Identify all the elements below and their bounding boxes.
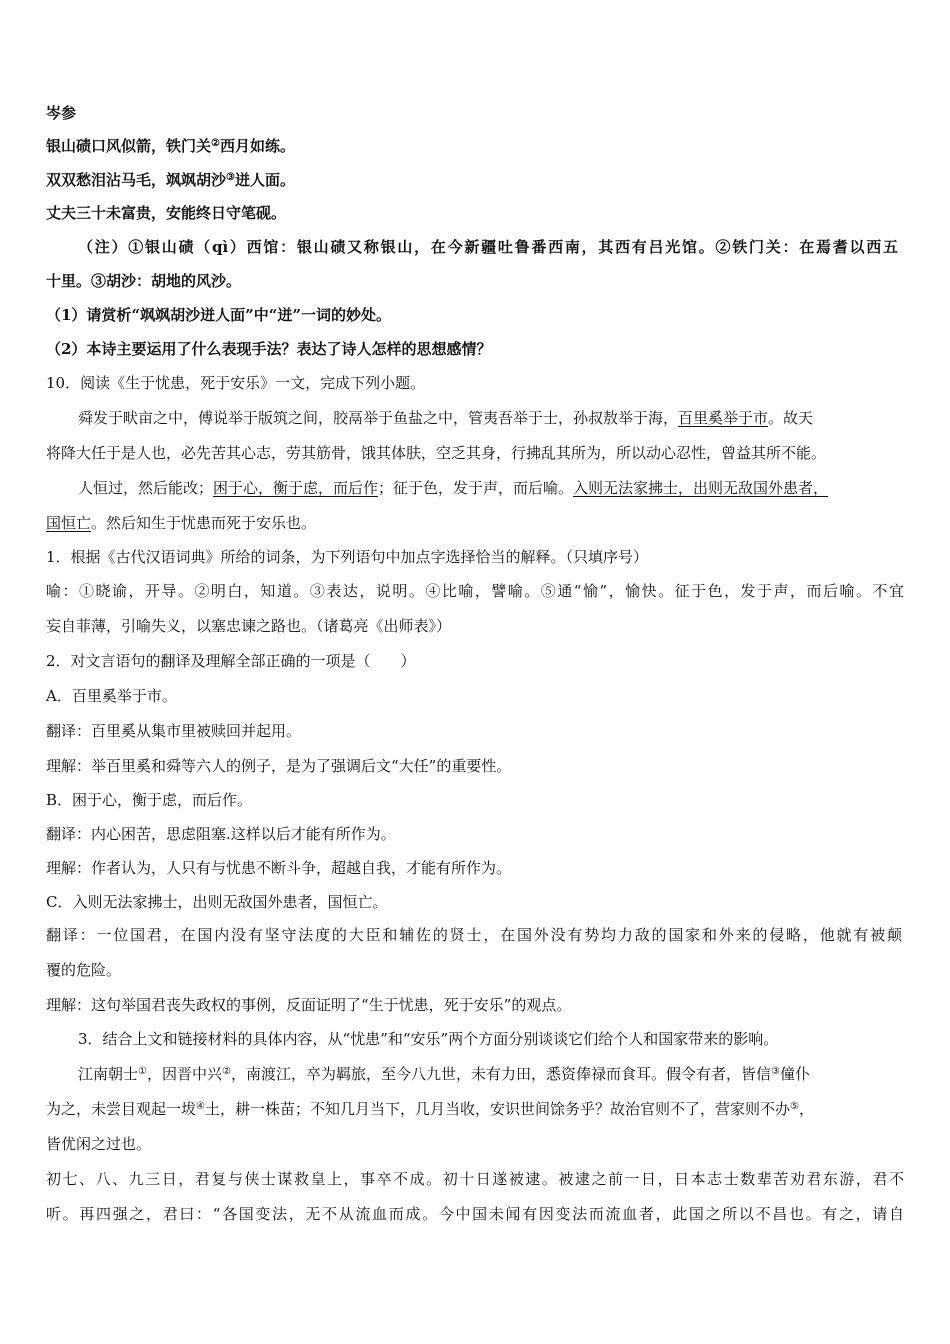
material-line-1-c: ，南渡江，卒为羁旅，至今八九世，未有力田，悉资俸禄而食耳。假令有者，皆信 bbox=[230, 1065, 771, 1083]
passage-line-1-b: 。故天 bbox=[768, 409, 814, 427]
dictionary-entry-2: 妄自菲薄，引喻失义，以塞忠谏之路也。（诸葛亮《出师表》） bbox=[46, 617, 452, 635]
passage-line-1-a: 舜发于畎亩之中，傅说举于版筑之间，胶鬲举于鱼盐之中，管夷吾举于士，孙叔敖举于海， bbox=[78, 409, 679, 427]
passage-line-3 bbox=[78, 478, 908, 498]
subquestion-2: 2．对文言语句的翻译及理解全部正确的一项是（ ） bbox=[46, 652, 416, 670]
option-b-label: B．困于心，衡于虑，而后作。 bbox=[46, 791, 253, 809]
poem-line-2-b: 迸人面。 bbox=[234, 171, 295, 189]
question-10-heading: 10．阅读《生于忧患，死于安乐》一文，完成下列小题。 bbox=[46, 374, 426, 392]
footnote-marker: ⑤ bbox=[790, 1101, 799, 1112]
footnote-marker: ② bbox=[222, 1066, 231, 1077]
subquestion-3: 3．结合上文和链接材料的具体内容，从“忧患”和“安乐”两个方面分别谈谈它们给个人和国家带来的影响。 bbox=[78, 1030, 779, 1048]
poem-line-1-a: 银山碛口风似箭，铁门关 bbox=[46, 137, 212, 155]
passage-line-3-a: 人恒过，然后能改； bbox=[78, 479, 214, 497]
material-line-1-a: 江南朝士 bbox=[78, 1065, 139, 1083]
passage-line-4 bbox=[46, 513, 906, 533]
material-line-4: 初七、八、九三日，君复与侠士谋救皇上，事卒不成。初十日遂被逮。被逮之前一日，日本志士数辈苦劝君东游，君不 bbox=[46, 1170, 904, 1188]
material-line-1-d: 僮仆 bbox=[779, 1065, 810, 1083]
footnote-marker: ② bbox=[211, 138, 220, 149]
option-b-understanding: 理解：作者认为，人只有与忧患不断斗争，超越自我，才能有所作为。 bbox=[46, 859, 512, 877]
passage-line-3-b: ；征于色，发于声，而后喻。 bbox=[378, 479, 574, 497]
poem-line-1-b: 西月如练。 bbox=[219, 137, 295, 155]
option-b-translation: 翻译：内心困苦，思虑阻塞.这样以后才能有所作为。 bbox=[46, 825, 396, 843]
passage-line-4-b: 。然后知生于忧患而死于安乐也。 bbox=[91, 514, 317, 532]
poem-annotation-2: 十里。③胡沙：胡地的风沙。 bbox=[46, 272, 242, 290]
option-a-translation: 翻译：百里奚从集市里被赎回并起用。 bbox=[46, 722, 302, 740]
underlined-phrase: 百里奚举于市 bbox=[678, 409, 769, 427]
option-a-label: A．百里奚举于市。 bbox=[46, 687, 177, 705]
material-line-2 bbox=[46, 1099, 906, 1119]
footnote-marker: ③ bbox=[770, 1066, 780, 1077]
underlined-phrase: 国恒亡 bbox=[46, 514, 92, 532]
material-line-3: 皆优闲之过也。 bbox=[46, 1135, 152, 1153]
material-line-2-a: 为之，未尝目观起一坺 bbox=[46, 1100, 197, 1118]
footnote-marker: ③ bbox=[226, 172, 235, 183]
poem-author-text: 岑参 bbox=[46, 104, 77, 122]
subquestion-1: 1．根据《古代汉语词典》所给的词条，为下列语句中加点字选择恰当的解释。（只填序号） bbox=[46, 548, 649, 566]
poem-question-2: （2）本诗主要运用了什么表现手法？表达了诗人怎样的思想感情？ bbox=[46, 340, 492, 358]
material-line-5: 听。再四强之，君曰：“各国变法，无不从流血而成。今中国未闻有因变法而流血者，此国之所以不昌也。有之，请自 bbox=[46, 1205, 904, 1223]
option-c-label: C．入则无法家拂士，出则无敌国外患者，国恒亡。 bbox=[46, 893, 388, 911]
poem-author bbox=[46, 103, 906, 123]
poem-annotation-1: （注）①银山碛（qì）西馆：银山碛又称银山，在今新疆吐鲁番西南，其西有吕光馆。②铁门关：在焉耆以西五 bbox=[78, 238, 898, 256]
poem-question-1: （1）请赏析“飒飒胡沙迸人面”中“迸”一词的妙处。 bbox=[46, 306, 391, 324]
footnote-marker: ④ bbox=[196, 1101, 205, 1112]
footnote-marker: ① bbox=[138, 1066, 147, 1077]
material-line-1 bbox=[78, 1064, 898, 1084]
passage-line-1 bbox=[78, 408, 898, 428]
material-line-2-c: ， bbox=[798, 1100, 814, 1118]
passage-line-2: 将降大任于是人也，必先苦其心志，劳其筋骨，饿其体肤，空乏其身，行拂乱其所为，所以动心忍性，曾益其所不能。 bbox=[46, 444, 827, 462]
poem-line-3: 丈夫三十未富贵，安能终日守笔砚。 bbox=[46, 204, 287, 222]
material-line-2-b: 土，耕一株苗；不知几月当下，几月当收，安识世间馀务乎？故治官则不了，营家则不办 bbox=[204, 1100, 790, 1118]
poem-line-1 bbox=[46, 136, 906, 156]
option-c-translation-1: 翻译：一位国君，在国内没有坚守法度的大臣和辅佐的贤士，在国外没有势均力敌的国家和外来的侵略，他就有被颠 bbox=[46, 926, 902, 944]
underlined-phrase: 困于心，衡于虑，而后作 bbox=[213, 479, 379, 497]
poem-line-2 bbox=[46, 170, 906, 190]
poem-line-2-a: 双双愁泪沾马毛，飒飒胡沙 bbox=[46, 171, 227, 189]
underlined-phrase: 入则无法家拂士，出则无敌国外患者， bbox=[573, 479, 829, 497]
option-a-understanding: 理解：举百里奚和舜等六人的例子，是为了强调后文“大任”的重要性。 bbox=[46, 757, 512, 775]
option-c-understanding: 理解：这句举国君丧失政权的事例，反面证明了“生于忧患，死于安乐”的观点。 bbox=[46, 996, 572, 1014]
dictionary-entry-1: 喻：①晓谕，开导。②明白，知道。③表达，说明。④比喻，譬喻。⑤通“愉”，愉快。征于色，发于声，而后喻。不宜 bbox=[46, 582, 904, 600]
option-c-translation-2: 覆的危险。 bbox=[46, 961, 122, 979]
material-line-1-b: ，因晋中兴 bbox=[146, 1065, 222, 1083]
